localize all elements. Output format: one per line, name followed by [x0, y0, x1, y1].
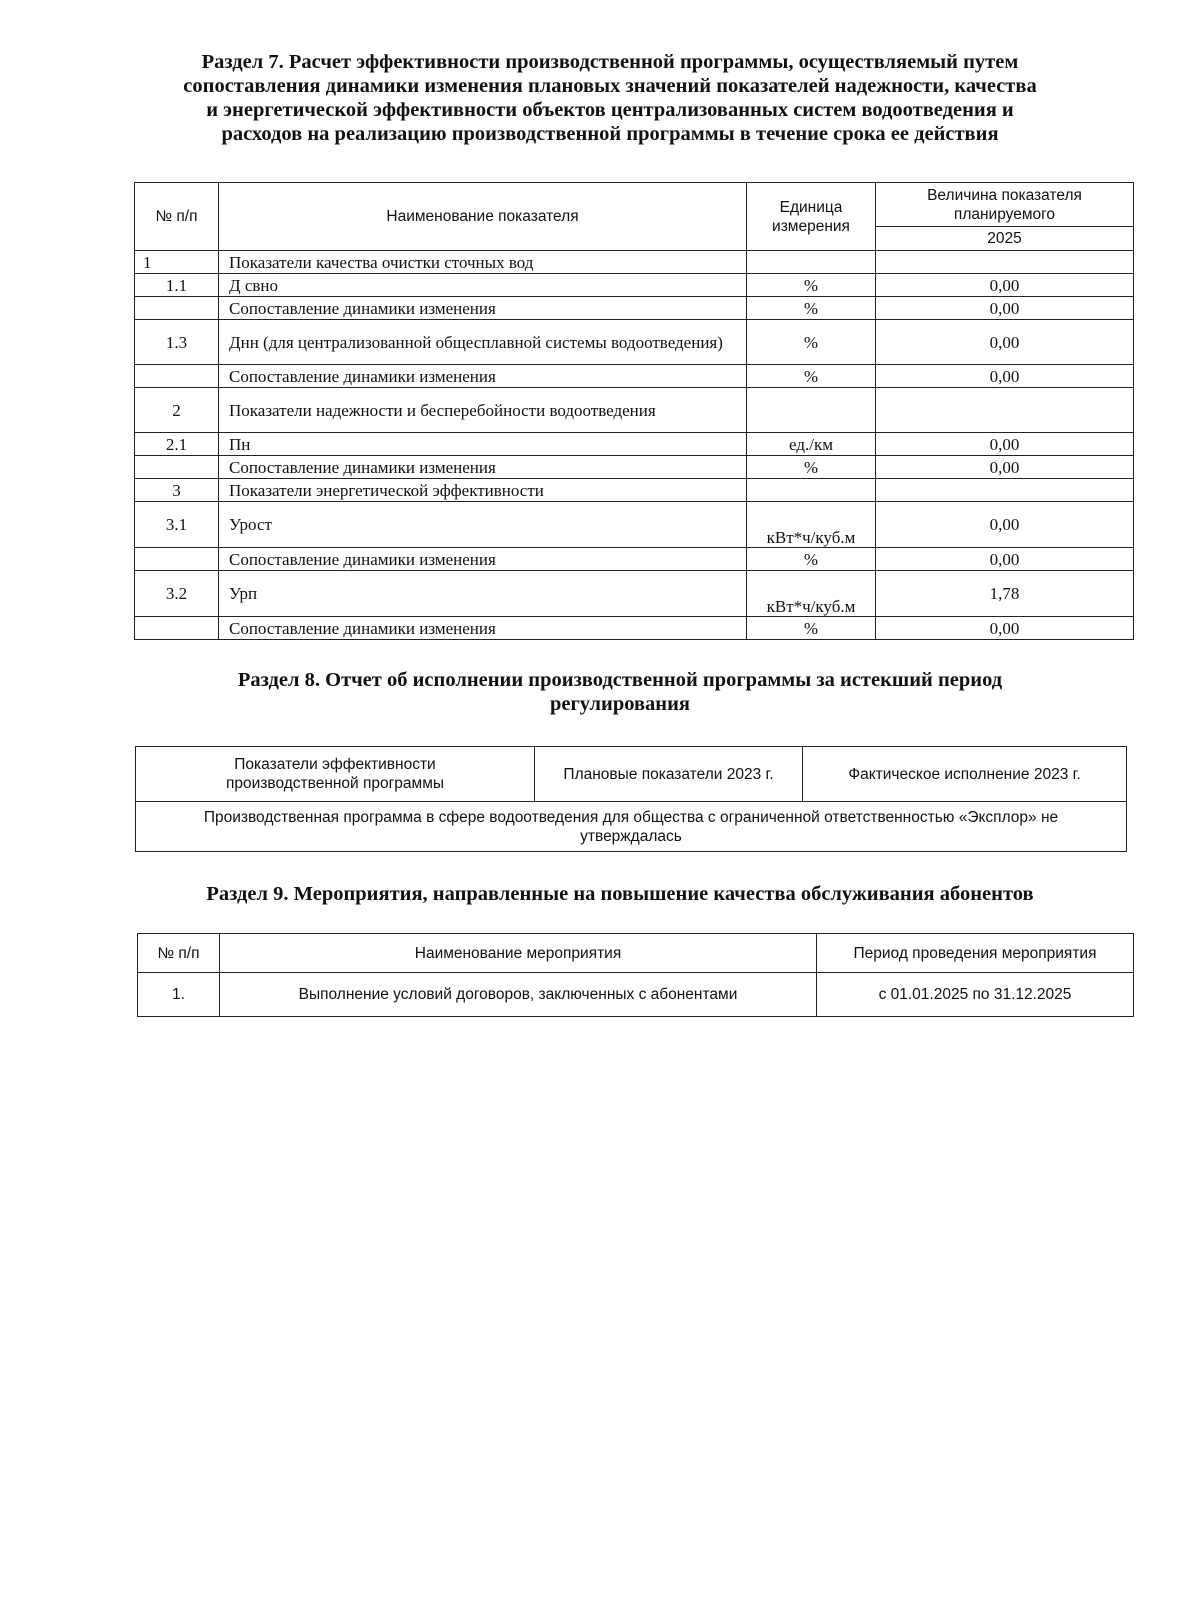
row-name: Сопоставление динамики изменения — [219, 456, 747, 479]
row-name: Д свно — [219, 274, 747, 297]
row-unit: % — [747, 320, 876, 365]
col-header-name: Наименование мероприятия — [220, 934, 817, 973]
row-name: Сопоставление динамики изменения — [219, 548, 747, 571]
table-row — [135, 274, 1134, 297]
row-name: Выполнение условий договоров, заключенных с абонентами — [220, 973, 817, 1017]
row-value: 0,00 — [876, 274, 1134, 297]
row-value — [876, 388, 1134, 433]
section7-title-line: расходов на реализацию производственной программы в течение срока ее действия — [221, 123, 999, 145]
section7-title-line: Раздел 7. Расчет эффективности производственной программы, осуществляемый путем — [201, 51, 1019, 73]
row-value: 0,00 — [876, 433, 1134, 456]
row-value — [876, 479, 1134, 502]
col-header-value: Величина показателя планируемого — [876, 183, 1134, 227]
row-num — [135, 456, 219, 479]
table-header-row — [136, 747, 1127, 802]
table-row — [135, 502, 1134, 548]
section9-title-line: Раздел 9. Мероприятия, направленные на повышение качества обслуживания абонентов — [206, 883, 1034, 905]
row-num: 3.2 — [135, 571, 219, 617]
row-value: 0,00 — [876, 320, 1134, 365]
col-header-period: Период проведения мероприятия — [817, 934, 1134, 973]
row-value: 0,00 — [876, 502, 1134, 548]
section7-title-line: и энергетической эффективности объектов централизованных систем водоотведения и — [206, 99, 1014, 121]
row-unit: кВт*ч/куб.м — [747, 571, 876, 617]
section8-title-line: регулирования — [549, 693, 691, 715]
section8-table — [135, 746, 1127, 852]
row-name: Сопоставление динамики изменения — [219, 297, 747, 320]
col-header-unit: Единица измерения — [747, 183, 876, 251]
section8-title-line: Раздел 8. Отчет об исполнении производственной программы за истекший период — [237, 669, 1003, 691]
table-row — [135, 456, 1134, 479]
row-name: Урп — [219, 571, 747, 617]
col-header-planned: Плановые показатели 2023 г. — [535, 747, 803, 802]
table-row — [135, 617, 1134, 640]
table-row — [135, 320, 1134, 365]
row-value: 0,00 — [876, 297, 1134, 320]
col-header-name: Наименование показателя — [219, 183, 747, 251]
row-num: 2 — [135, 388, 219, 433]
table-row — [135, 433, 1134, 456]
row-num: 1 — [135, 251, 219, 274]
table-header-row — [135, 183, 1134, 227]
row-num: 3 — [135, 479, 219, 502]
table-row — [135, 479, 1134, 502]
table-row — [135, 365, 1134, 388]
row-name: Урост — [219, 502, 747, 548]
row-name: Показатели качества очистки сточных вод — [219, 251, 747, 274]
row-period: с 01.01.2025 по 31.12.2025 — [817, 973, 1134, 1017]
row-value: 0,00 — [876, 456, 1134, 479]
row-name: Пн — [219, 433, 747, 456]
row-unit — [747, 251, 876, 274]
row-unit: % — [747, 365, 876, 388]
row-num — [135, 297, 219, 320]
row-value — [876, 251, 1134, 274]
row-name: Показатели надежности и бесперебойности водоотведения — [219, 388, 747, 433]
table-row — [135, 548, 1134, 571]
table-row — [135, 251, 1134, 274]
row-unit: ед./км — [747, 433, 876, 456]
section9-title — [120, 882, 1120, 906]
table-row — [136, 802, 1127, 852]
col-header-actual: Фактическое исполнение 2023 г. — [803, 747, 1127, 802]
row-name: Сопоставление динамики изменения — [219, 617, 747, 640]
section7-table — [134, 182, 1134, 640]
row-unit: % — [747, 548, 876, 571]
row-num: 1.1 — [135, 274, 219, 297]
row-value: 0,00 — [876, 548, 1134, 571]
section8-note: Производственная программа в сфере водоотведения для общества с ограниченной ответственностью «Эксплор» не утверждалась — [136, 802, 1127, 852]
table-header-row — [138, 934, 1134, 973]
col-header-num: № п/п — [138, 934, 220, 973]
row-unit: кВт*ч/куб.м — [747, 502, 876, 548]
row-num — [135, 617, 219, 640]
row-num: 1. — [138, 973, 220, 1017]
row-num — [135, 365, 219, 388]
row-num — [135, 548, 219, 571]
col-header-indicators: Показатели эффективности производственной программы — [136, 747, 535, 802]
table-row — [138, 973, 1134, 1017]
col-header-year: 2025 — [876, 227, 1134, 251]
section9-table — [137, 933, 1134, 1017]
section7-title-line: сопоставления динамики изменения плановых значений показателей надежности, качества — [183, 75, 1037, 97]
row-num: 2.1 — [135, 433, 219, 456]
col-header-num: № п/п — [135, 183, 219, 251]
table-row — [135, 571, 1134, 617]
row-unit: % — [747, 274, 876, 297]
row-unit: % — [747, 456, 876, 479]
section8-title — [130, 668, 1110, 716]
table-row — [135, 388, 1134, 433]
row-name: Сопоставление динамики изменения — [219, 365, 747, 388]
section7-title — [110, 50, 1110, 146]
row-name: Показатели энергетической эффективности — [219, 479, 747, 502]
row-value: 0,00 — [876, 365, 1134, 388]
row-unit: % — [747, 617, 876, 640]
table-row — [135, 297, 1134, 320]
row-num: 3.1 — [135, 502, 219, 548]
row-unit — [747, 388, 876, 433]
row-value: 0,00 — [876, 617, 1134, 640]
row-unit: % — [747, 297, 876, 320]
row-name: Днн (для централизованной общесплавной системы водоотведения) — [219, 320, 747, 365]
row-num: 1.3 — [135, 320, 219, 365]
row-unit — [747, 479, 876, 502]
row-value: 1,78 — [876, 571, 1134, 617]
